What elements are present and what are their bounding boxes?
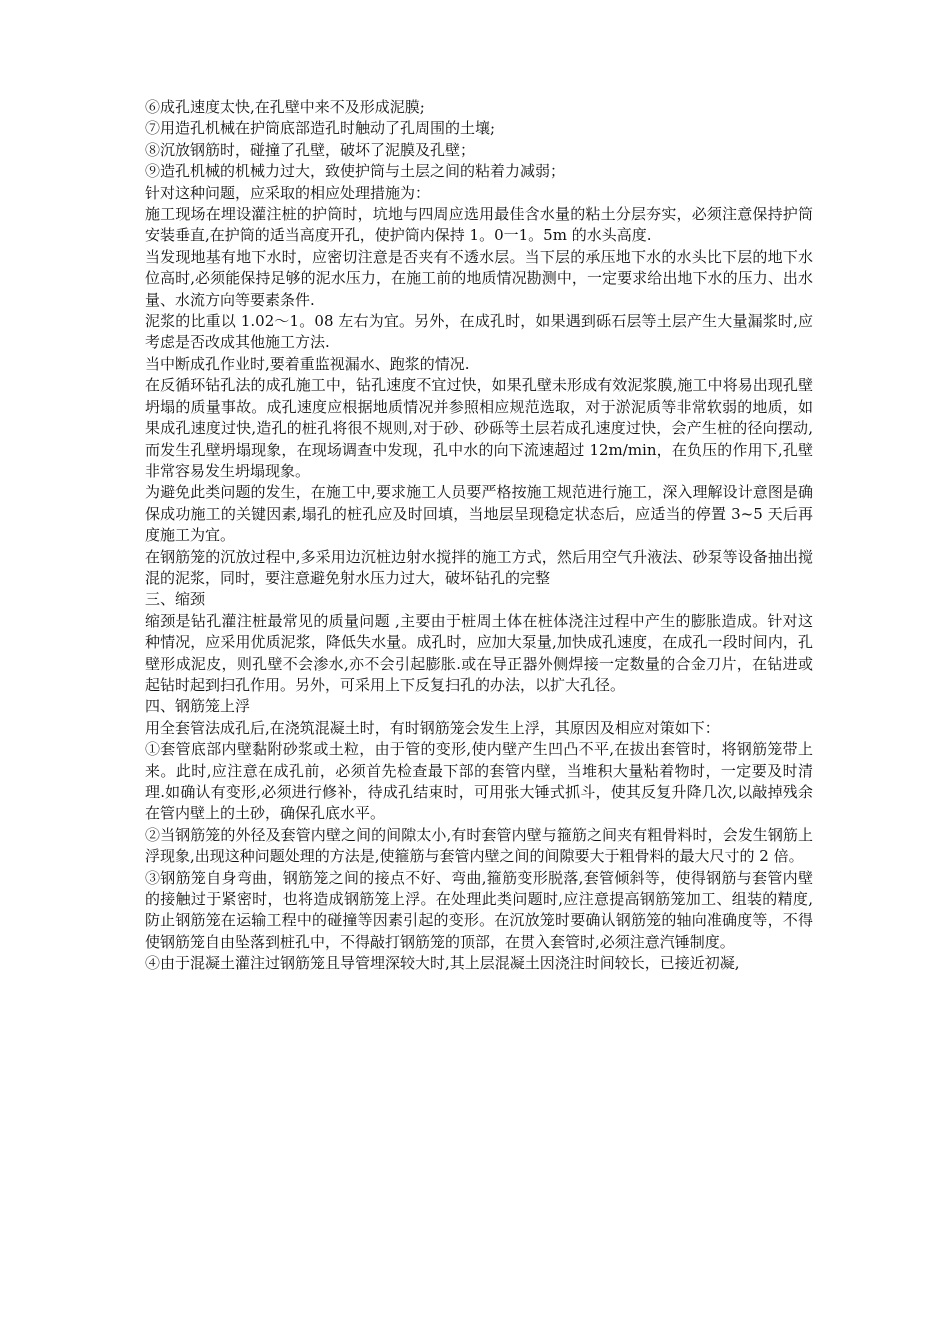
paragraph: ④由于混凝土灌注过钢筋笼且导管埋深较大时,其上层混凝土因浇注时间较长，已接近初凝, xyxy=(145,954,740,973)
paragraph: 为避免此类问题的发生，在施工中,要求施工人员要严格按施工规范进行施工，深入理解设计意图是确保成功施工的关键因素,塌孔的桩孔应及时回填，当地层呈现稳定状态后，应适当的停置 3~5 天后再度施工为宜。 xyxy=(145,483,813,545)
paragraph: 针对这种问题，应采取的相应处理措施为： xyxy=(145,183,431,202)
paragraph: 在反循环钻孔法的成孔施工中，钻孔速度不宜过快，如果孔壁未形成有效泥浆膜,施工中将易出现孔壁坍塌的质量事故。成孔速度应根据地质情况并参照相应规范选取，对于淤泥质等非常软弱的地质，如果成孔速度过快,造孔的桩孔将很不规则,对于砂、砂砾等土层若成孔速度过快，会产生桩的径向摆动,而发生孔壁坍塌现象，在现场调查中发现，孔中水的向下流速超过 12m/min，在负压的作用下,孔壁非常容易发生坍塌现象。 xyxy=(145,376,813,480)
section-heading: 四、钢筋笼上浮 xyxy=(145,697,251,716)
paragraph: ⑧沉放钢筋时，碰撞了孔壁，破坏了泥膜及孔壁； xyxy=(145,140,476,159)
paragraph: ⑦用造孔机械在护筒底部造孔时触动了孔周围的土壤; xyxy=(145,119,496,138)
paragraph: ⑥成孔速度太快,在孔壁中来不及形成泥膜; xyxy=(145,98,425,116)
paragraph: 用全套管法成孔后,在浇筑混凝土时，有时钢筋笼会发生上浮，其原因及相应对策如下： xyxy=(145,718,720,737)
paragraph: ⑨造孔机械的机械力过大，致使护筒与土层之间的粘着力减弱； xyxy=(145,162,566,181)
document-page xyxy=(145,97,813,975)
paragraph: ②当钢筋笼的外径及套管内壁之间的间隙太小,有时套管内壁与箍筋之间夹有粗骨料时，会发生钢筋上浮现象,出现这种问题处理的方法是,使箍筋与套管内壁之间的间隙要大于粗骨料的最大尺寸的 2 倍。 xyxy=(145,825,813,866)
paragraph: 施工现场在埋设灌注桩的护筒时，坑地与四周应选用最佳含水量的粘土分层夯实，必须注意保持护筒安装垂直,在护筒的适当高度开孔，使护筒内保持 1。0一1。5m 的水头高度. xyxy=(145,205,813,245)
paragraph: 泥浆的比重以 1.02～1。08 左右为宜。另外，在成孔时，如果遇到砾石层等土层产生大量漏浆时,应考虑是否改成其他施工方法. xyxy=(145,312,813,352)
paragraph: 当中断成孔作业时,要着重监视漏水、跑浆的情况. xyxy=(145,354,470,373)
paragraph: 在钢筋笼的沉放过程中,多采用边沉桩边射水搅拌的施工方式，然后用空气升液法、砂泵等设备抽出搅混的泥浆，同时，要注意避免射水压力过大，破坏钻孔的完整 xyxy=(145,547,813,587)
paragraph: ③钢筋笼自身弯曲，钢筋笼之间的接点不好、弯曲,箍筋变形脱落,套管倾斜等，使得钢筋与套管内壁的接触过于紧密时，也将造成钢筋笼上浮。在处理此类问题时,应注意提高钢筋笼加工、组装的精度,防止钢筋笼在运输工程中的碰撞等因素引起的变形。在沉放笼时要确认钢筋笼的轴向准确度等，不得使钢筋笼自由坠落到桩孔中，不得敲打钢筋笼的顶部，在贯入套管时,必须注意汽锤制度。 xyxy=(145,868,813,951)
paragraph: ①套管底部内壁黏附砂浆或土粒，由于管的变形,使内壁产生凹凸不平,在拔出套管时，将钢筋笼带上来。此时,应注意在成孔前，必须首先检查最下部的套管内壁，当堆积大量粘着物时，一定要及时清理.如确认有变形,必须进行修补，待成孔结束时，可用张大锤式抓斗，使其反复升降几次,以敲掉残余在管内壁上的土砂，确保孔底水平。 xyxy=(145,740,813,823)
paragraph: 当发现地基有地下水时，应密切注意是否夹有不透水层。当下层的承压地下水的水头比下层的地下水位高时,必须能保持足够的泥水压力，在施工前的地质情况勘测中，一定要求给出地下水的压力、出水量、水流方向等要素条件. xyxy=(145,247,813,309)
section-heading: 三、缩颈 xyxy=(145,590,206,609)
paragraph: 缩颈是钻孔灌注桩最常见的质量问题 ,主要由于桩周土体在桩体浇注过程中产生的膨胀造成。针对这种情况，应采用优质泥浆，降低失水量。成孔时，应加大泵量,加快成孔速度，在成孔一段时间内，孔壁形成泥皮，则孔壁不会渗水,亦不会引起膨胀.或在导正器外侧焊接一定数量的合金刀片，在钻进或起钻时起到扫孔作用。另外，可采用上下反复扫孔的办法，以扩大孔径。 xyxy=(145,611,813,694)
